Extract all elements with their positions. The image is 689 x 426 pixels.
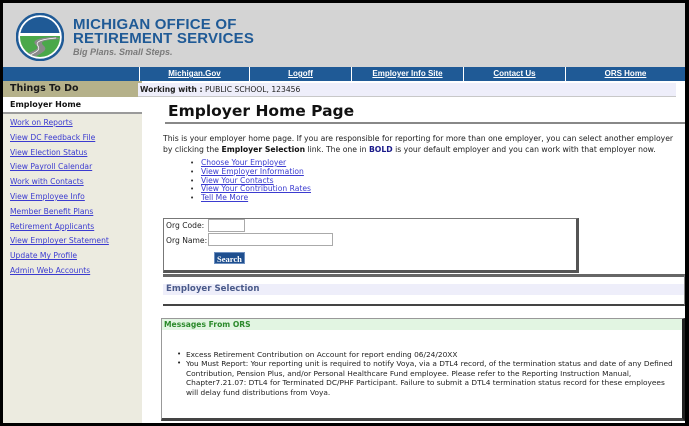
page-title: Employer Home Page [165, 102, 685, 124]
link[interactable]: Tell Me More [201, 193, 249, 203]
sidebar-item-work-on-reports[interactable] [3, 116, 142, 131]
messages-header: Messages From ORS [162, 319, 682, 330]
sidebar-item-view-employer-statement[interactable] [3, 234, 142, 249]
sidebar-item-member-benefit-plans[interactable] [3, 205, 142, 220]
sidebar [3, 81, 142, 423]
link[interactable]: View Your Contacts [201, 175, 274, 185]
brand [73, 18, 254, 57]
sidebar-menu [3, 114, 142, 279]
org-name-label: Org Name: [166, 236, 208, 245]
sidebar-link[interactable]: View Employee Info [10, 191, 85, 201]
intro-text-part: This is your employer home page. If you are responsible for reporting for more than one employer, you can select another employer by clicking the [163, 134, 674, 154]
site-header [3, 3, 685, 67]
sidebar-item-update-my-profile[interactable] [3, 249, 142, 264]
org-name-row [166, 236, 208, 245]
message-item: • You Must Report: Your reporting unit is required to notify Voya, via a DTL4 record, of the termination status and date of any Defined Contribution, Pension Plus, and/or Personal Healthcare Fund employee. Please refer to the Reporting Instruction Manual, Chapter7.21.07: DTL4 for Terminated DC/PHF Participant. Failure to submit a DTL4 termination status record for these employees will delay fund distributions from Voya. [177, 359, 676, 397]
org-code-input[interactable] [208, 219, 245, 232]
sidebar-link[interactable]: Admin Web Accounts [10, 265, 91, 275]
working-with-label: Working with : [140, 85, 203, 94]
nav-link-michigan-gov[interactable]: Michigan.Gov [168, 69, 221, 78]
quick-link-tell-me-more[interactable] [188, 194, 311, 203]
browser-page [3, 3, 685, 423]
brand-line-1: MICHIGAN OFFICE OF [73, 16, 237, 33]
sidebar-title: Things To Do [3, 81, 142, 97]
org-code-row [166, 221, 208, 230]
nav-link-logoff[interactable]: Logoff [288, 69, 313, 78]
sidebar-item-retirement-applicants[interactable] [3, 220, 142, 235]
sidebar-link[interactable]: Retirement Applicants [10, 221, 95, 231]
sidebar-link[interactable]: View Payroll Calendar [10, 162, 93, 172]
sidebar-item-view-dc-feedback-file[interactable] [3, 131, 142, 146]
nav-link-ors-home[interactable]: ORS Home [604, 69, 647, 78]
org-code-label: Org Code: [166, 221, 205, 230]
sidebar-link[interactable]: View Employer Statement [10, 236, 109, 246]
nav-link-employer-info-site[interactable]: Employer Info Site [372, 69, 443, 78]
nav-item-employer-info-site[interactable] [351, 67, 463, 81]
intro-text-part: is your default employer and you can work with that employer now. [392, 144, 656, 154]
sidebar-link[interactable]: Work on Reports [10, 118, 73, 127]
nav-link-contact-us[interactable]: Contact Us [493, 69, 536, 78]
sidebar-item-view-election-status[interactable] [3, 146, 142, 161]
sidebar-item-view-payroll-calendar[interactable] [3, 160, 142, 175]
link[interactable]: Choose Your Employer [201, 158, 287, 167]
nav-item-michigan-gov[interactable] [139, 67, 249, 81]
employer-search-panel [163, 218, 579, 273]
sidebar-link[interactable]: Work with Contacts [10, 177, 84, 187]
org-name-input[interactable] [208, 233, 333, 246]
working-with-value: PUBLIC SCHOOL, 123456 [204, 85, 301, 94]
tagline: Big Plans. Small Steps. [73, 47, 173, 57]
link[interactable]: View Your Contribution Rates [201, 184, 311, 194]
sidebar-link[interactable]: Member Benefit Plans [10, 206, 94, 216]
employer-selection-header[interactable]: Employer Selection [163, 284, 684, 295]
sidebar-item-admin-web-accounts[interactable] [3, 264, 142, 279]
quick-links [188, 159, 311, 203]
employer-selection-panel [163, 274, 685, 306]
messages-panel [161, 318, 685, 421]
nav-spacer [3, 67, 139, 81]
search-button[interactable]: Search [214, 252, 245, 264]
brand-line-2: RETIREMENT SERVICES [73, 30, 255, 47]
sidebar-link[interactable]: View DC Feedback File [10, 132, 96, 142]
working-with-bar [138, 83, 676, 97]
intro-emphasis: BOLD [368, 144, 393, 154]
messages-list [162, 350, 682, 397]
link[interactable]: View Employer Information [201, 166, 304, 176]
road-landscape-logo-icon [16, 13, 64, 61]
nav-item-logoff[interactable] [249, 67, 351, 81]
intro-emphasis: Employer Selection [221, 144, 306, 154]
intro-text [163, 134, 683, 155]
sidebar-link[interactable]: View Election Status [10, 147, 88, 157]
sidebar-item-employer-home[interactable]: Employer Home [3, 97, 142, 114]
sidebar-link[interactable]: Update My Profile [10, 251, 77, 261]
nav-item-contact-us[interactable] [463, 67, 565, 81]
top-nav [3, 67, 685, 81]
sidebar-item-view-employee-info[interactable] [3, 190, 142, 205]
message-item: • Excess Retirement Contribution on Account for report ending 06/24/20XX [177, 350, 676, 359]
intro-text-part: link. The one in [305, 144, 369, 154]
nav-item-ors-home[interactable] [565, 67, 685, 81]
sidebar-item-work-with-contacts[interactable] [3, 175, 142, 190]
